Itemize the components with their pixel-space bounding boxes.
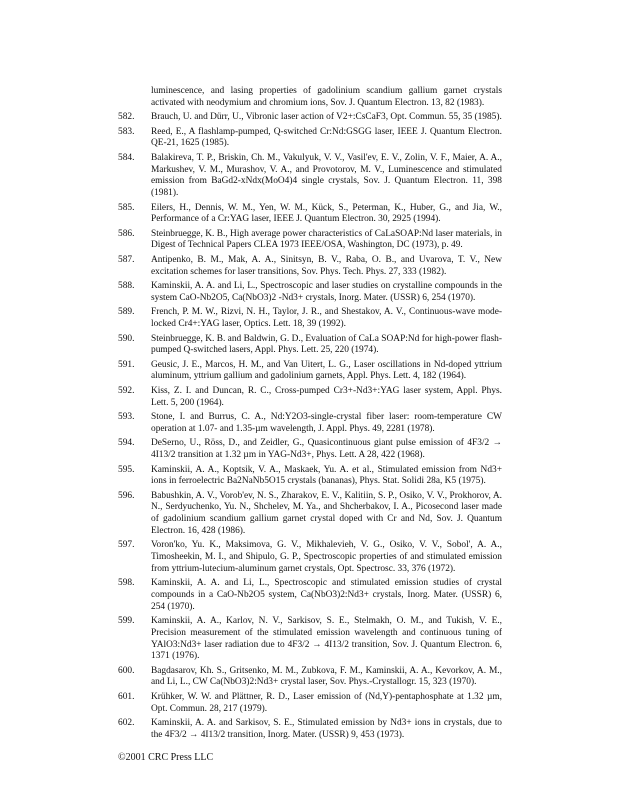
reference-entry — [118, 86, 502, 109]
reference-number: 599. — [118, 616, 135, 627]
reference-number: 596. — [118, 490, 135, 501]
reference-text: Kaminskii, A. A., Karlov, N. V., Sarkisov, S. E., Stelmakh, O. M., and Tukish, V. E., Precision measurement of the stimulated emission wavelength and continuous tuning of YAlO3:Nd3+ laser radiation due to 4F3/2 → 4I13/2 transition, Sov. J. Quantum Electron. 6, 1371 (1976). — [151, 616, 502, 662]
reference-entry — [118, 540, 502, 575]
reference-number: 595. — [118, 464, 135, 475]
reference-number: 601. — [118, 691, 135, 702]
reference-text: Reed, E., A flashlamp-pumped, Q-switched Cr:Nd:GSGG laser, IEEE J. Quantum Electron. QE-21, 1625 (1985). — [151, 126, 502, 149]
reference-entry — [118, 491, 502, 538]
reference-entry — [118, 281, 502, 304]
reference-entry — [118, 153, 502, 200]
reference-entry — [118, 438, 502, 461]
reference-text: Kaminskii, A. A., Koptsik, V. A., Maskaek, Yu. A. et al., Stimulated emission from Nd3+ ions in ferroelectric Ba2NaNb5O15 crystals (bananas), Phys. Stat. Solidi 28a, K5 (1975). — [151, 464, 502, 487]
reference-number: 588. — [118, 281, 135, 292]
reference-entry — [118, 112, 502, 124]
reference-text: Krühker, W. W. and Plättner, R. D., Laser emission of (Nd,Y)-pentaphosphate at 1.32 µm, Opt. Commun. 28, 217 (1979). — [151, 691, 502, 714]
reference-entry — [118, 203, 502, 226]
reference-number: 600. — [118, 665, 135, 676]
reference-entry — [118, 616, 502, 663]
reference-number: 586. — [118, 228, 135, 239]
reference-number: 584. — [118, 152, 135, 163]
reference-text: Balakireva, T. P., Briskin, Ch. M., Vakulyuk, V. V., Vasil'ev, E. V., Zolin, V. F., Maier, A. A., Markushev, V. M., Murashov, V. A., and Provotorov, M. V., Luminescence and stimulated emission from BaGd2-xNdx(MoO4)4 single crystals, Sov. J. Quantum Electron. 11, 398 (1981). — [151, 152, 502, 199]
reference-text: DeSerno, U., Röss, D., and Zeidler, G., Quasicontinuous giant pulse emission of 4F3/2 → 4I13/2 transition at 1.32 µm in YAG-Nd3+, Phys. Lett. A 28, 422 (1968). — [151, 438, 502, 461]
reference-text: Antipenko, B. M., Mak, A. A., Sinitsyn, B. V., Raba, O. B., and Uvarova, T. V., New excitation schemes for laser transitions, Sov. Phys. Tech. Phys. 27, 333 (1982). — [151, 254, 502, 277]
reference-number: 583. — [118, 126, 135, 137]
reference-number: 585. — [118, 202, 135, 213]
reference-number: 589. — [118, 307, 135, 318]
reference-number: 592. — [118, 385, 135, 396]
reference-text: Babushkin, A. V., Vorob'ev, N. S., Zharakov, E. V., Kalitiin, S. P., Osiko, V. V., Prokhorov, A. N., Serdyuchenko, Yu. N., Shchelev, M. Ya., and Shcherbakov, I. A., Picosecond laser made of gadolinium scandium gallium garnet crystal doped with Cr and Nd, Sov. J. Quantum Electron. 16, 428 (1986). — [151, 490, 502, 536]
reference-entry — [118, 412, 502, 435]
copyright-footer: ©2001 CRC Press LLC — [118, 752, 214, 763]
reference-number: 597. — [118, 540, 135, 551]
reference-text: Kaminskii, A. A. and Li, L., Spectroscopic and laser studies on crystalline compounds in the system CaO-Nb2O5, Ca(NbO3)2 -Nd3+ crystals, Inorg. Mater. (USSR) 6, 254 (1970). — [151, 281, 502, 303]
reference-text: Kaminskii, A. A. and Sarkisov, S. E., Stimulated emission by Nd3+ ions in crystals, due to the 4F3/2 → 4I13/2 transition, Inorg. Mater. (USSR) 9, 453 (1973). — [151, 718, 502, 740]
reference-number: 598. — [118, 578, 135, 589]
reference-entry — [118, 465, 502, 488]
reference-text: Steinbruegge, K. B., High average power characteristics of CaLaSOAP:Nd laser materials, in Digest of Technical Papers CLEA 1973 IEEE/OSA, Washington, DC (1973), p. 49. — [151, 228, 502, 251]
reference-number: 591. — [118, 359, 135, 370]
reference-text: Kiss, Z. I. and Duncan, R. C., Cross-pumped Cr3+-Nd3+:YAG laser system, Appl. Phys. Lett. 5, 200 (1964). — [151, 385, 502, 408]
reference-text: French, P. M. W., Rizvi, N. H., Taylor, J. R., and Shestakov, A. V., Continuous-wave mode-locked Cr4+:YAG laser, Optics. Lett. 18, 39 (1992). — [151, 307, 502, 330]
reference-text: Bagdasarov, Kh. S., Gritsenko, M. M., Zubkova, F. M., Kaminskii, A. A., Kevorkov, A. M., and Li, L., CW Ca(NbO3)2:Nd3+ crystal laser, Sov. Phys.-Crystallogr. 15, 323 (1970). — [151, 665, 502, 688]
reference-number: 590. — [118, 333, 135, 344]
reference-list — [118, 86, 502, 744]
reference-text: Stone, I. and Burrus, C. A., Nd:Y2O3-single-crystal fiber laser: room-temperature CW operation at 1.07- and 1.35-µm wavelength, J. Appl. Phys. 49, 2281 (1978). — [151, 412, 502, 434]
reference-number: 582. — [118, 112, 135, 123]
reference-entry — [118, 229, 502, 252]
reference-text: luminescence, and lasing properties of gadolinium scandium gallium garnet crystals activated with neodymium and chromium ions, Sov. J. Quantum Electron. 13, 82 (1983). — [151, 86, 502, 108]
reference-entry — [118, 386, 502, 409]
reference-entry — [118, 307, 502, 330]
reference-entry — [118, 666, 502, 689]
reference-entry — [118, 692, 502, 715]
reference-entry — [118, 360, 502, 383]
reference-text: Voron'ko, Yu. K., Maksimova, G. V., Mikhalevieh, V. G., Osiko, V. V., Sobol', A. A., Timosheekin, M. I., and Shipulo, G. P., Spectroscopic properties of and stimulated emission from yttrium-lutecium-aluminum garnet crystals, Opt. Spectrosc. 33, 376 (1972). — [151, 540, 502, 574]
reference-text: Eilers, H., Dennis, W. M., Yen, W. M., Kück, S., Peterman, K., Huber, G., and Jia, W., Performance of a Cr:YAG laser, IEEE J. Quantum Electron. 30, 2925 (1994). — [151, 202, 502, 225]
reference-text: Geusic, J. E., Marcos, H. M., and Van Uitert, L. G., Laser oscillations in Nd-doped yttrium aluminum, yttrium gallium and gadolinium garnets, Appl. Phys. Lett. 4, 182 (1964). — [151, 359, 502, 382]
reference-text: Kaminskii, A. A. and Li, L., Spectroscopic and stimulated emission studies of crystal compounds in a CaO-Nb2O5 system, Ca(NbO3)2:Nd3+ crystals, Inorg. Mater. (USSR) 6, 254 (1970). — [151, 578, 502, 612]
reference-entry — [118, 127, 502, 150]
reference-number: 587. — [118, 254, 135, 265]
reference-number: 594. — [118, 438, 135, 449]
reference-entry — [118, 334, 502, 357]
reference-number: 593. — [118, 412, 135, 423]
reference-text: Steinbruegge, K. B. and Baldwin, G. D., Evaluation of CaLa SOAP:Nd for high-power flash-pumped Q-switched lasers, Appl. Phys. Lett. 25, 220 (1974). — [151, 333, 502, 356]
reference-entry — [118, 578, 502, 613]
reference-entry — [118, 718, 502, 741]
reference-entry — [118, 255, 502, 278]
reference-number: 602. — [118, 718, 135, 729]
reference-text: Brauch, U. and Dürr, U., Vibronic laser action of V2+:CsCaF3, Opt. Commun. 55, 35 (1985). — [151, 112, 502, 123]
